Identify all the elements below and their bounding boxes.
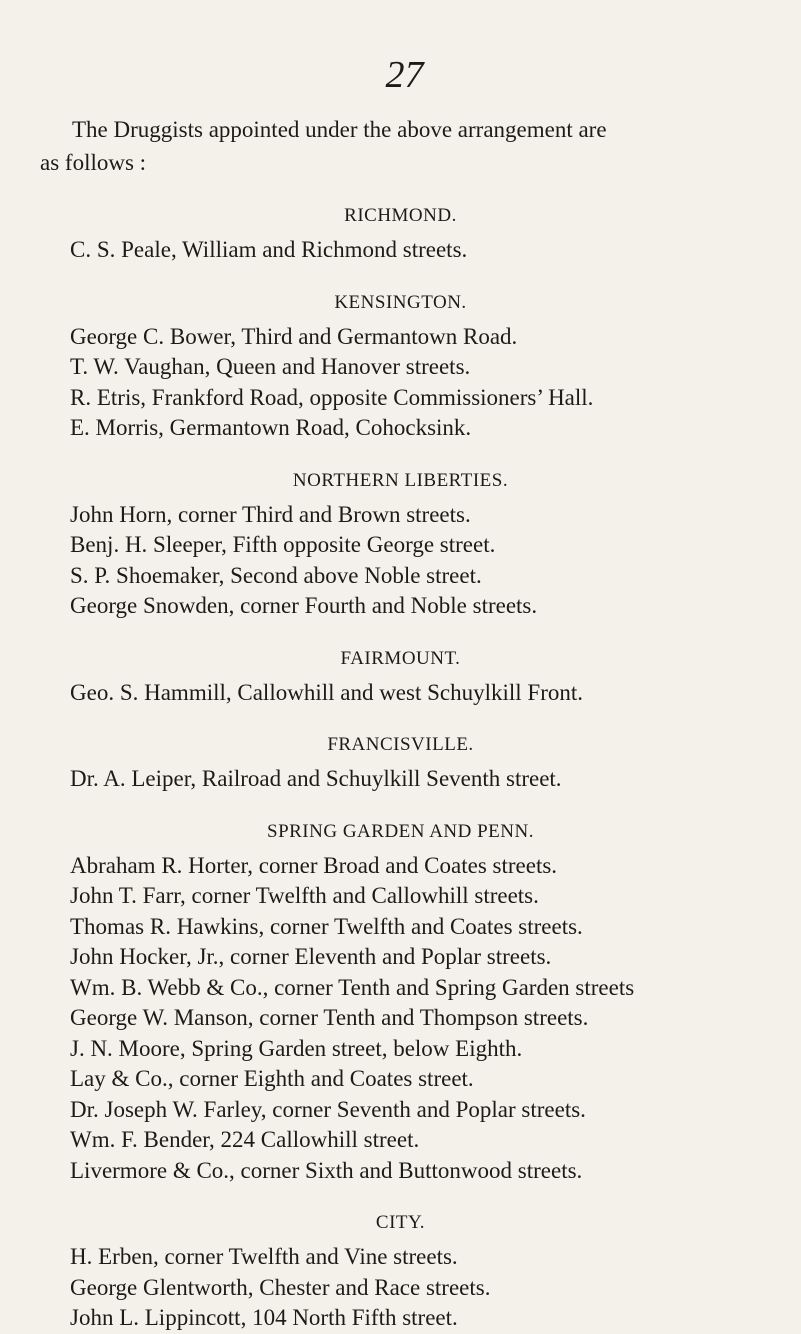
district-heading: FAIRMOUNT. <box>340 647 461 669</box>
druggist-entry: S. P. Shoemaker, Second above Noble street. <box>70 562 482 588</box>
district-heading: CITY. <box>375 1212 426 1233</box>
druggist-list <box>40 678 761 709</box>
druggist-entry: Wm. F. Bender, 224 Callowhill street. <box>70 1127 420 1152</box>
intro-line-2: as follows : <box>40 150 147 175</box>
druggist-entry: E. Morris, Germantown Road, Cohocksink. <box>70 415 472 440</box>
district-section <box>40 1208 761 1334</box>
druggist-entry: R. Etris, Frankford Road, opposite Commissioners’ Hall. <box>70 384 594 410</box>
druggist-list <box>40 235 761 266</box>
druggist-list <box>40 764 761 795</box>
district-section <box>40 288 761 444</box>
district-heading: FRANCISVILLE. <box>327 734 474 755</box>
druggist-entry: John Hocker, Jr., corner Eleventh and Poplar streets. <box>70 944 552 969</box>
intro-line-1: The Druggists appointed under the above arrangement are <box>72 117 607 142</box>
district-heading: NORTHERN LIBERTIES. <box>292 469 509 491</box>
district-section <box>40 466 761 622</box>
druggist-list <box>40 1242 761 1334</box>
druggist-entry: George Glentworth, Chester and Race streets. <box>70 1274 491 1300</box>
druggist-entry: Lay & Co., corner Eighth and Coates street. <box>70 1066 474 1091</box>
druggist-entry: Abraham R. Horter, corner Broad and Coates streets. <box>70 852 558 878</box>
druggist-entry: George Snowden, corner Fourth and Noble streets. <box>70 593 538 618</box>
intro-paragraph <box>40 113 761 179</box>
druggist-entry: Benj. H. Sleeper, Fifth opposite George street. <box>70 532 496 557</box>
druggist-entry: Wm. B. Webb & Co., corner Tenth and Spring Garden streets <box>70 974 635 1000</box>
druggist-entry: Dr. A. Leiper, Railroad and Schuylkill Seventh street. <box>70 766 562 791</box>
district-heading: SPRING GARDEN AND PENN. <box>267 820 534 842</box>
district-heading: RICHMOND. <box>344 205 457 226</box>
druggist-entry: John L. Lippincott, 104 North Fifth street. <box>70 1305 458 1330</box>
district-section <box>40 730 761 795</box>
druggist-entry: Dr. Joseph W. Farley, corner Seventh and Poplar streets. <box>70 1096 586 1122</box>
druggist-entry: John T. Farr, corner Twelfth and Callowhill streets. <box>70 883 539 908</box>
druggist-entry: T. W. Vaughan, Queen and Hanover streets. <box>70 354 471 379</box>
druggist-entry: Livermore & Co., corner Sixth and Buttonwood streets. <box>70 1157 583 1183</box>
druggist-entry: Geo. S. Hammill, Callowhill and west Schuylkill Front. <box>70 679 584 705</box>
district-section <box>40 644 761 709</box>
druggist-list <box>40 500 761 622</box>
district-section <box>40 201 761 266</box>
druggist-entry: George W. Manson, corner Tenth and Thompson streets. <box>70 1005 589 1030</box>
druggist-list <box>40 851 761 1187</box>
district-section <box>40 817 761 1187</box>
druggist-entry: C. S. Peale, William and Richmond streets. <box>70 237 468 262</box>
district-heading: KENSINGTON. <box>334 291 467 313</box>
druggist-entry: H. Erben, corner Twelfth and Vine streets. <box>70 1244 458 1269</box>
page-number: 27 <box>385 54 424 96</box>
druggist-directory <box>40 201 761 1334</box>
druggist-list <box>40 322 761 444</box>
druggist-entry: George C. Bower, Third and Germantown Road. <box>70 323 518 349</box>
druggist-entry: Thomas R. Hawkins, corner Twelfth and Coates streets. <box>70 913 583 939</box>
druggist-entry: John Horn, corner Third and Brown streets. <box>70 501 471 527</box>
druggist-entry: J. N. Moore, Spring Garden street, below Eighth. <box>70 1035 523 1061</box>
